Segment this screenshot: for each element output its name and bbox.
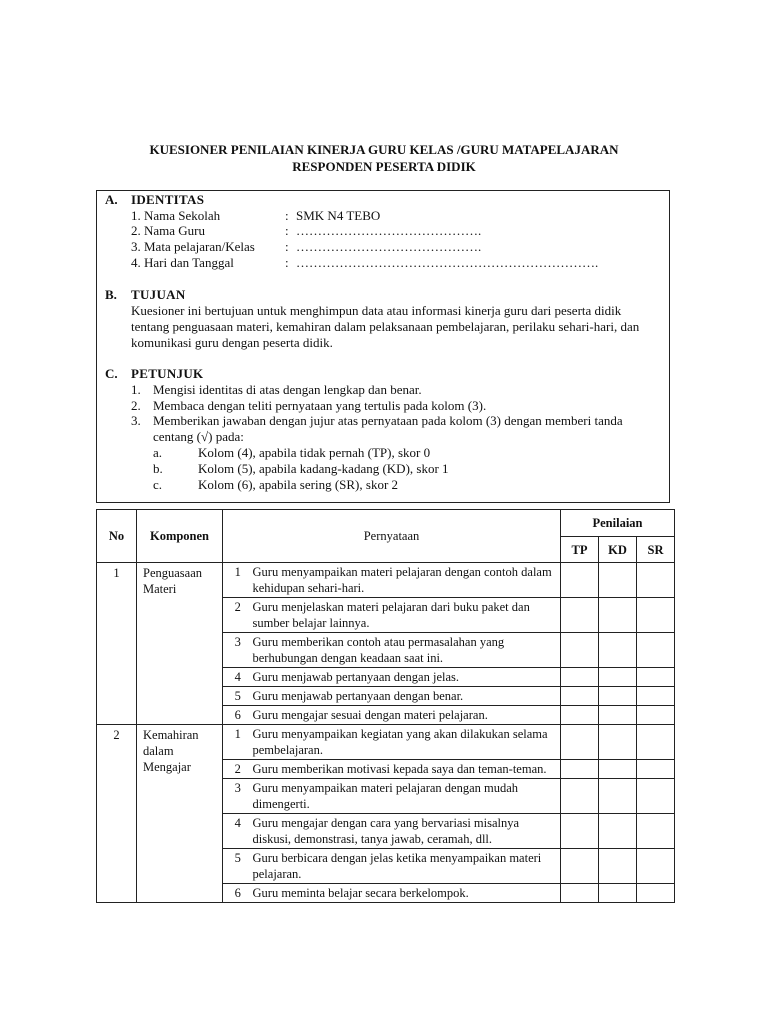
field-value-hari-tanggal: ……………………………………………………………. xyxy=(296,255,599,270)
document-subtitle: RESPONDEN PESERTA DIDIK xyxy=(292,159,476,174)
field-label-hari-tanggal: 4. Hari dan Tanggal xyxy=(131,255,234,270)
rating-cell-sr[interactable] xyxy=(637,814,675,849)
rating-cell-tp[interactable] xyxy=(561,598,599,633)
header-pernyataan: Pernyataan xyxy=(223,510,561,563)
statement-number: 2 xyxy=(223,598,253,633)
statement-text: Guru menyampaikan materi pelajaran dengan contoh dalam kehidupan sehari-hari. xyxy=(253,563,561,598)
field-label-nama-guru: 2. Nama Guru xyxy=(131,223,206,238)
rating-cell-tp[interactable] xyxy=(561,668,599,687)
rating-cell-tp[interactable] xyxy=(561,687,599,706)
section-a-heading: IDENTITAS xyxy=(131,192,205,207)
instruction-number: 2. xyxy=(131,398,141,413)
statement-text: Guru memberikan motivasi kepada saya dan teman-teman. xyxy=(253,760,561,779)
section-b-letter: B. xyxy=(105,287,117,302)
statement-text: Guru menjelaskan materi pelajaran dari buku paket dan sumber belajar lainnya. xyxy=(253,598,561,633)
rating-cell-tp[interactable] xyxy=(561,814,599,849)
instruction-number: 1. xyxy=(131,382,141,397)
statement-number: 1 xyxy=(223,725,253,760)
field-label-mata-pelajaran: 3. Mata pelajaran/Kelas xyxy=(131,239,255,254)
statement-text: Guru menjawab pertanyaan dengan benar. xyxy=(253,687,561,706)
questionnaire-table xyxy=(96,509,675,903)
rating-cell-tp[interactable] xyxy=(561,633,599,668)
statement-text: Guru menyampaikan materi pelajaran dengan mudah dimengerti. xyxy=(253,779,561,814)
statement-number: 5 xyxy=(223,687,253,706)
rating-cell-kd[interactable] xyxy=(599,849,637,884)
statement-number: 5 xyxy=(223,849,253,884)
field-value-mata-pelajaran: ……………………………………. xyxy=(296,239,482,254)
document-title: KUESIONER PENILAIAN KINERJA GURU KELAS /GURU MATAPELAJARAN xyxy=(149,142,619,157)
subitem-text: Kolom (5), apabila kadang-kadang (KD), skor 1 xyxy=(198,461,449,476)
rating-cell-kd[interactable] xyxy=(599,884,637,903)
instruction-text: Membaca dengan teliti pernyataan yang tertulis pada kolom (3). xyxy=(153,398,487,413)
statement-text: Guru mengajar dengan cara yang bervariasi misalnya diskusi, demonstrasi, tanya jawab, ceramah, dll. xyxy=(253,814,561,849)
rating-cell-kd[interactable] xyxy=(599,687,637,706)
rating-cell-sr[interactable] xyxy=(637,760,675,779)
header-komponen: Komponen xyxy=(137,510,223,563)
header-sr: SR xyxy=(637,537,675,563)
header-penilaian: Penilaian xyxy=(561,510,675,537)
info-box xyxy=(96,190,670,503)
rating-cell-tp[interactable] xyxy=(561,849,599,884)
table-row xyxy=(97,563,675,598)
rating-cell-tp[interactable] xyxy=(561,563,599,598)
rating-cell-sr[interactable] xyxy=(637,687,675,706)
subitem-letter: c. xyxy=(153,477,163,492)
rating-cell-tp[interactable] xyxy=(561,884,599,903)
rating-cell-kd[interactable] xyxy=(599,706,637,725)
statement-number: 3 xyxy=(223,779,253,814)
rating-cell-sr[interactable] xyxy=(637,563,675,598)
rating-cell-sr[interactable] xyxy=(637,706,675,725)
statement-number: 6 xyxy=(223,706,253,725)
field-colon: : xyxy=(285,255,289,270)
section-c-heading: PETUNJUK xyxy=(131,366,204,381)
rating-cell-sr[interactable] xyxy=(637,884,675,903)
field-value-nama-guru: ……………………………………. xyxy=(296,223,482,238)
section-b-text: Kuesioner ini bertujuan untuk menghimpun data atau informasi kinerja guru dari peserta didik tentang penguasaan materi, kemahiran dalam pelaksanaan pembelajaran, perilaku sehari-hari, dan komunikasi guru dengan peserta didik. xyxy=(131,303,640,350)
rating-cell-kd[interactable] xyxy=(599,725,637,760)
rating-cell-tp[interactable] xyxy=(561,760,599,779)
statement-number: 4 xyxy=(223,814,253,849)
rating-cell-kd[interactable] xyxy=(599,563,637,598)
statement-text: Guru berbicara dengan jelas ketika menyampaikan materi pelajaran. xyxy=(253,849,561,884)
statement-number: 4 xyxy=(223,668,253,687)
rating-cell-kd[interactable] xyxy=(599,633,637,668)
rating-cell-tp[interactable] xyxy=(561,706,599,725)
section-c-letter: C. xyxy=(105,366,118,381)
rating-cell-tp[interactable] xyxy=(561,779,599,814)
rating-cell-kd[interactable] xyxy=(599,760,637,779)
rating-cell-sr[interactable] xyxy=(637,598,675,633)
rating-cell-kd[interactable] xyxy=(599,598,637,633)
field-colon: : xyxy=(285,239,289,254)
instruction-text: Memberikan jawaban dengan jujur atas pernyataan pada kolom (3) dengan memberi tanda xyxy=(153,413,623,428)
statement-number: 1 xyxy=(223,563,253,598)
field-value-nama-sekolah: SMK N4 TEBO xyxy=(296,208,381,223)
subitem-text: Kolom (6), apabila sering (SR), skor 2 xyxy=(198,477,399,492)
instruction-number: 3. xyxy=(131,413,141,428)
section-a-letter: A. xyxy=(105,192,118,207)
table-body xyxy=(97,563,675,903)
group-component: Kemahiran dalam Mengajar xyxy=(137,725,223,903)
rating-cell-sr[interactable] xyxy=(637,668,675,687)
statement-number: 6 xyxy=(223,884,253,903)
statement-text: Guru menyampaikan kegiatan yang akan dilakukan selama pembelajaran. xyxy=(253,725,561,760)
statement-number: 2 xyxy=(223,760,253,779)
rating-cell-sr[interactable] xyxy=(637,779,675,814)
rating-cell-kd[interactable] xyxy=(599,779,637,814)
field-colon: : xyxy=(285,223,289,238)
group-number: 1 xyxy=(97,563,137,725)
header-tp: TP xyxy=(561,537,599,563)
statement-text: Guru meminta belajar secara berkelompok. xyxy=(253,884,561,903)
statement-text: Guru menjawab pertanyaan dengan jelas. xyxy=(253,668,561,687)
header-kd: KD xyxy=(599,537,637,563)
statement-number: 3 xyxy=(223,633,253,668)
instruction-text-continued: centang (√) pada: xyxy=(153,429,244,444)
instruction-text: Mengisi identitas di atas dengan lengkap dan benar. xyxy=(153,382,422,397)
rating-cell-tp[interactable] xyxy=(561,725,599,760)
rating-cell-sr[interactable] xyxy=(637,633,675,668)
statement-text: Guru mengajar sesuai dengan materi pelajaran. xyxy=(253,706,561,725)
rating-cell-sr[interactable] xyxy=(637,725,675,760)
rating-cell-kd[interactable] xyxy=(599,668,637,687)
header-no: No xyxy=(97,510,137,563)
subitem-text: Kolom (4), apabila tidak pernah (TP), skor 0 xyxy=(198,445,431,460)
subitem-letter: a. xyxy=(153,445,163,460)
field-colon: : xyxy=(285,208,289,223)
group-component: Penguasaan Materi xyxy=(137,563,223,725)
group-number: 2 xyxy=(97,725,137,903)
statement-text: Guru memberikan contoh atau permasalahan yang berhubungan dengan keadaan saat ini. xyxy=(253,633,561,668)
field-label-nama-sekolah: 1. Nama Sekolah xyxy=(131,208,221,223)
rating-cell-sr[interactable] xyxy=(637,849,675,884)
section-b-heading: TUJUAN xyxy=(131,287,186,302)
rating-cell-kd[interactable] xyxy=(599,814,637,849)
table-row xyxy=(97,725,675,760)
subitem-letter: b. xyxy=(153,461,163,476)
